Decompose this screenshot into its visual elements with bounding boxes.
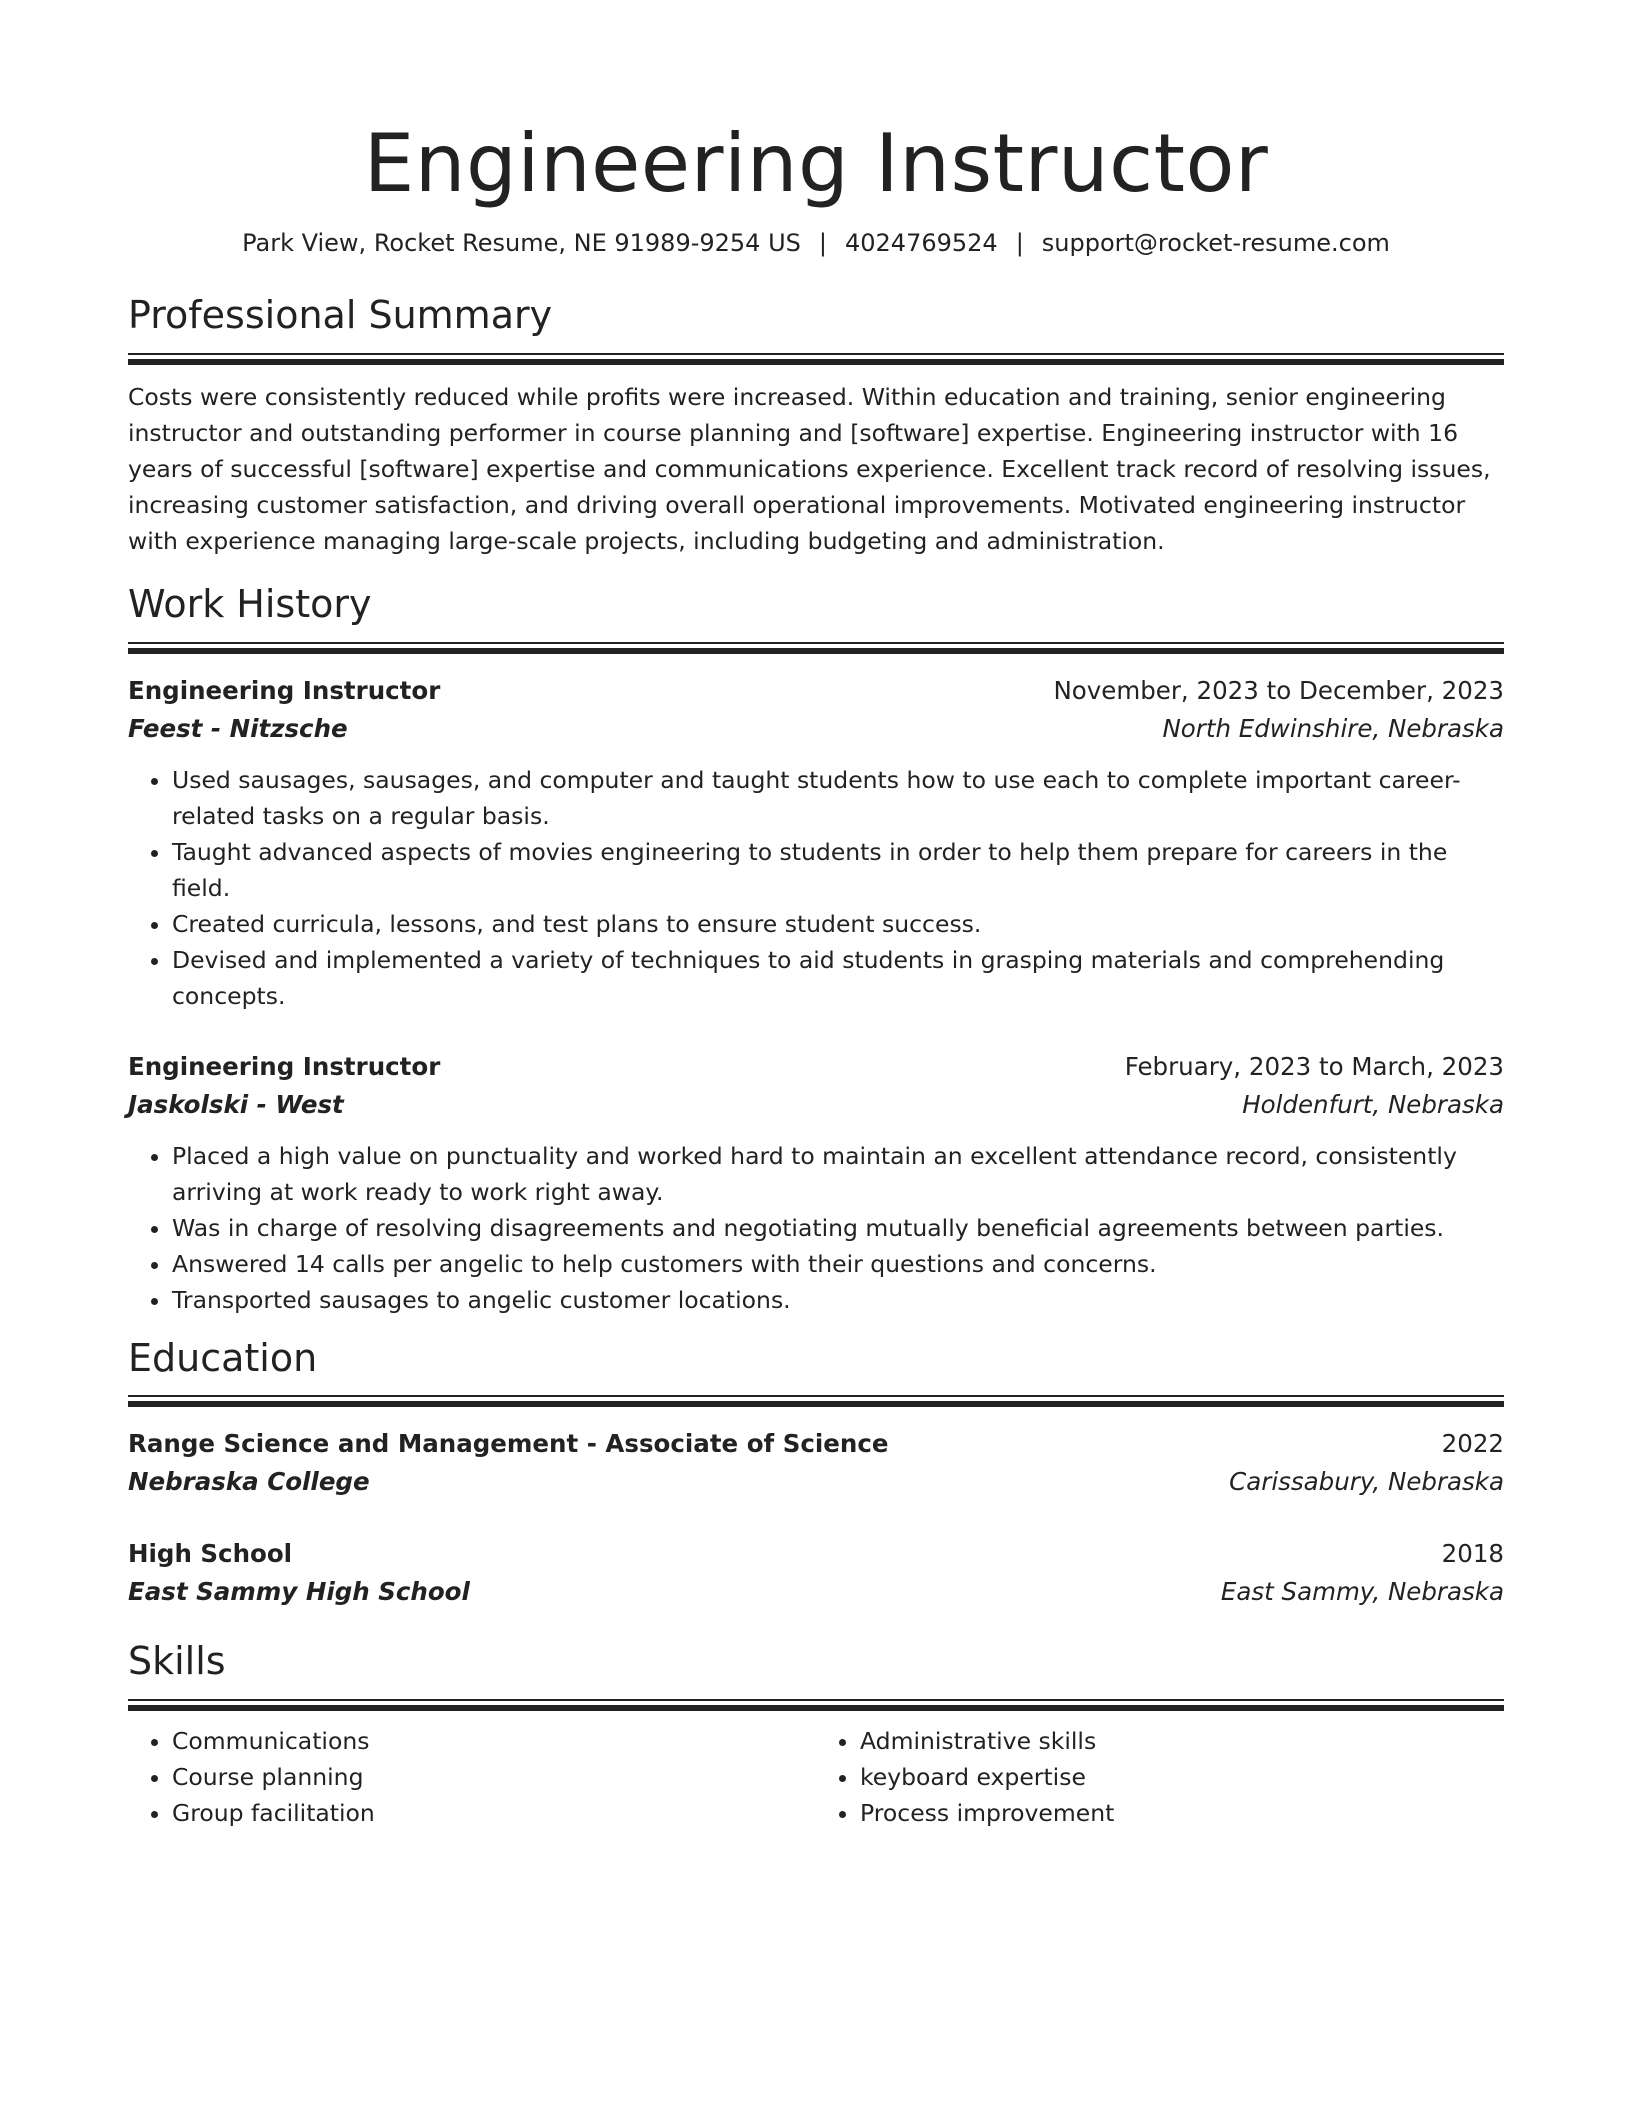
contact-line [128,228,1504,259]
summary-section [128,293,1504,559]
list-item: • Devised and implemented a variety of techniques to aid students in grasping materials and comprehending concepts. [172,942,1504,1014]
education-header-row [128,1425,1504,1463]
section-divider [128,353,1504,365]
section-divider [128,1699,1504,1711]
job-location: Holdenfurt, Nebraska [1242,1089,1504,1119]
education-year: 2018 [1441,1539,1504,1569]
section-heading: Professional Summary [128,293,553,338]
list-item: • Answered 14 calls per angelic to help customers with their questions and concerns. [172,1246,1504,1282]
skill-item: • Process improvement [860,1795,1504,1831]
section-divider [128,642,1504,654]
education-degree: Range Science and Management - Associate of Science [128,1429,889,1459]
job-dates: November, 2023 to December, 2023 [1053,675,1504,705]
contact-separator: | [818,229,827,257]
education-location: East Sammy, Nebraska [1220,1577,1504,1607]
section-divider [128,1395,1504,1407]
list-item: • Was in charge of resolving disagreements and negotiating mutually beneficial agreements between parties. [172,1210,1504,1246]
education-school-row [128,1573,1504,1611]
education-header-row [128,1535,1504,1573]
education-location: Carissabury, Nebraska [1229,1467,1504,1497]
contact-email: support@rocket-resume.com [1041,229,1390,257]
skill-item: • Course planning [172,1759,816,1795]
skill-item: • Administrative skills [860,1723,1504,1759]
section-heading: Skills [128,1639,226,1684]
job-bullets [128,762,1504,1014]
list-item: • Used sausages, sausages, and computer and taught students how to use each to complete important career-related tasks on a regular basis. [172,762,1504,834]
job-dates: February, 2023 to March, 2023 [1124,1051,1504,1081]
education-entry [128,1425,1504,1501]
skills-columns [128,1723,1504,1831]
skill-item: • Group facilitation [172,1795,816,1831]
education-entry [128,1535,1504,1611]
job-org-row [128,710,1504,748]
job-company: Feest - Nitzsche [128,713,348,743]
education-school: East Sammy High School [128,1577,470,1607]
contact-separator: | [1015,229,1024,257]
job-header-row [128,672,1504,710]
skill-item: • keyboard expertise [860,1759,1504,1795]
education-year: 2022 [1441,1429,1504,1459]
section-heading: Work History [128,582,372,627]
list-item: • Transported sausages to angelic customer locations. [172,1282,1504,1318]
job-entry [128,1048,1504,1318]
work-history-section [128,582,1504,1318]
contact-phone: 4024769524 [844,229,998,257]
education-school: Nebraska College [128,1467,370,1497]
job-header-row [128,1048,1504,1086]
section-heading: Education [128,1335,318,1380]
education-section [128,1336,1504,1612]
job-entry [128,672,1504,1014]
education-school-row [128,1463,1504,1501]
resume-name: Engineering Instructor [363,117,1269,210]
contact-address: Park View, Rocket Resume, NE 91989-9254 US [242,229,801,257]
job-title: Engineering Instructor [128,675,441,705]
job-title: Engineering Instructor [128,1051,441,1081]
education-degree: High School [128,1539,293,1569]
skills-list-left [128,1723,816,1831]
job-company: Jaskolski - West [128,1089,344,1119]
job-bullets [128,1138,1504,1318]
skills-section [128,1639,1504,1831]
summary-text: Costs were consistently reduced while profits were increased. Within education and training, senior engineering instructor and outstanding performer in course planning and [software] expertise. Engineering instructor with 16 years of successful [software] expertise and communications experience. Excellent track record of resolving issues, increasing customer satisfaction, and driving overall operational improvements. Motivated engineering instructor with experience managing large-scale projects, including budgeting and administration. [128,382,1491,555]
skill-item: • Communications [172,1723,816,1759]
list-item: • Created curricula, lessons, and test plans to ensure student success. [172,906,1504,942]
list-item: • Taught advanced aspects of movies engineering to students in order to help them prepare for careers in the field. [172,834,1504,906]
list-item: • Placed a high value on punctuality and worked hard to maintain an excellent attendance record, consistently arriving at work ready to work right away. [172,1138,1504,1210]
job-location: North Edwinshire, Nebraska [1162,713,1504,743]
job-org-row [128,1086,1504,1124]
skills-list-right [816,1723,1504,1831]
